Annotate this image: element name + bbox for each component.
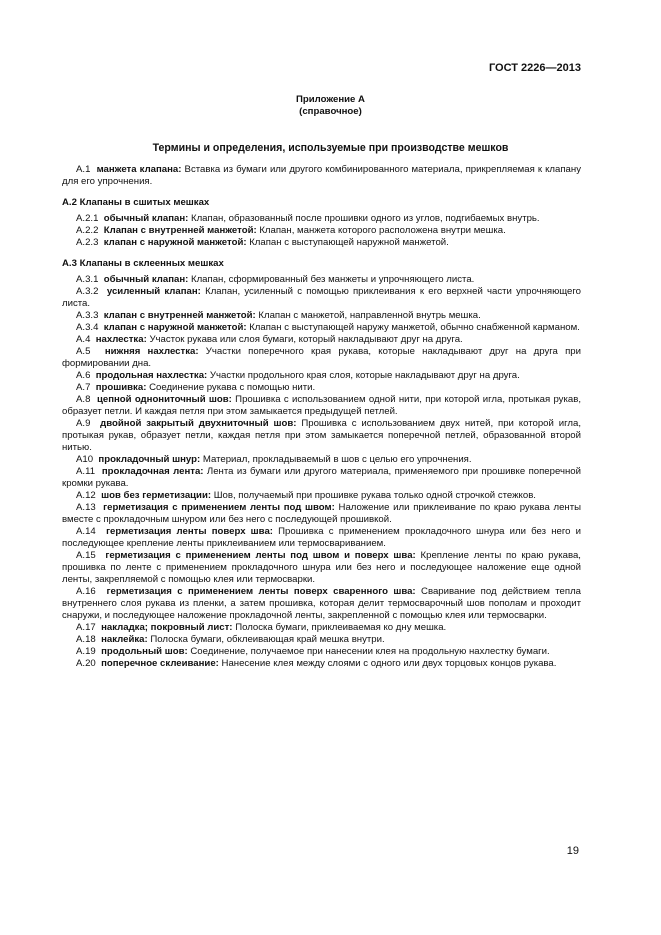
term-number: А.8 — [76, 394, 91, 405]
term-number: А.3.1 — [76, 274, 99, 285]
term-number: А.3.2 — [76, 286, 99, 297]
term-number: А.1 — [76, 164, 91, 175]
term-name: клапан с наружной манжетой: — [103, 322, 247, 333]
term-name: прокладочная лента: — [101, 466, 204, 477]
term-number: А.9 — [76, 418, 91, 429]
term-entry — [62, 526, 581, 550]
terms-list — [62, 164, 581, 670]
term-entry — [62, 237, 581, 249]
term-number: А.3.3 — [76, 310, 99, 321]
term-definition: Клапан, образованный после прошивки одного из углов, подгибаемых внутрь. — [191, 213, 540, 224]
term-entry — [62, 454, 581, 466]
term-name: усиленный клапан: — [106, 286, 201, 297]
term-definition: Прошивка с использованием двух нитей, при которой игла, протыкая рукав, образует петли, каждая петля при этом замыкается поперечной петлей, образованной второй нитью. — [62, 418, 581, 453]
term-definition: Клапан, манжета которого расположена внутри мешка. — [259, 225, 506, 236]
term-entry — [62, 225, 581, 237]
term-number: А.2.2 — [76, 225, 99, 236]
term-number: А.7 — [76, 382, 91, 393]
term-name: наклейка: — [101, 634, 148, 645]
term-definition: Клапан, сформированный без манжеты и упрочняющего листа. — [191, 274, 475, 285]
term-number: А10 — [76, 454, 94, 465]
term-number: А.12 — [76, 490, 96, 501]
term-definition: Участки поперечного края рукава, которые накладывают друг на друга при формировании дна. — [62, 346, 581, 369]
term-name: герметизация с применением ленты поверх сваренного шва: — [106, 586, 416, 597]
term-entry — [62, 286, 581, 310]
term-name: обычный клапан: — [103, 213, 189, 224]
term-entry — [62, 646, 581, 658]
page-number: 19 — [566, 845, 579, 857]
term-name: прошивка: — [95, 382, 147, 393]
term-entry — [62, 466, 581, 490]
term-name: обычный клапан: — [103, 274, 189, 285]
term-name: шов без герметизации: — [101, 490, 212, 501]
term-definition: Полоска бумаги, обклеивающая край мешка внутри. — [150, 634, 385, 645]
section-title: Термины и определения, используемые при производстве мешков — [152, 142, 509, 154]
term-name: Клапан с внутренней манжетой: — [103, 225, 257, 236]
term-entry — [62, 502, 581, 526]
term-name: клапан с наружной манжетой: — [103, 237, 247, 248]
term-entry — [62, 490, 581, 502]
term-name: продольный шов: — [101, 646, 188, 657]
term-definition: Соединение рукава с помощью нити. — [149, 382, 316, 393]
appendix-title: Приложение А — [296, 94, 365, 105]
term-definition: Соединение, получаемое при нанесении клея на продольную нахлестку бумаги. — [190, 646, 550, 657]
term-number: А.20 — [76, 658, 96, 669]
term-entry — [62, 334, 581, 346]
subsection-heading: А.2 Клапаны в сшитых мешках — [62, 197, 210, 208]
term-entry — [62, 418, 581, 454]
term-definition: Участки продольного края слоя, которые накладывают друг на друга. — [209, 370, 520, 381]
term-name: двойной закрытый двухниточный шов: — [100, 418, 297, 429]
term-number: А.4 — [76, 334, 91, 345]
term-number: А.18 — [76, 634, 96, 645]
term-number: А.13 — [76, 502, 96, 513]
term-entry — [62, 382, 581, 394]
term-number: А.5 — [76, 346, 91, 357]
term-name: цепной однониточный шов: — [96, 394, 232, 405]
term-entry — [62, 274, 581, 286]
term-name: манжета клапана: — [96, 164, 182, 175]
term-number: А.17 — [76, 622, 96, 633]
term-definition: Клапан с выступающей наружной манжетой. — [249, 237, 449, 248]
term-number: А.6 — [76, 370, 91, 381]
term-number: А.11 — [76, 466, 96, 477]
term-definition: Шов, получаемый при прошивке рукава только одной строчкой стежков. — [213, 490, 536, 501]
document-code: ГОСТ 2226—2013 — [488, 62, 581, 74]
term-number: А.14 — [76, 526, 96, 537]
term-entry — [62, 213, 581, 225]
appendix-subtitle: (справочное) — [299, 106, 362, 117]
term-number: А.2.1 — [76, 213, 99, 224]
term-definition: Крепление ленты по краю рукава, прошивка по ленте с применением прокладочного шнура или без него и последующее наложение еще одной ленты, закрепляемой с помощью клея или термосварки. — [62, 550, 581, 585]
term-entry — [62, 346, 581, 370]
term-definition: Сваривание под действием тепла внутреннего слоя рукава из пленки, а затем прошивка, которая делит термосварочный шов пополам и проходит снаружи, и последующее наложение прокладочной ленты, закрепленной с помощью клея или термосварки. — [62, 586, 582, 621]
term-name: герметизация ленты поверх шва: — [106, 526, 273, 537]
term-name: герметизация с применением ленты под швом и поверх шва: — [105, 550, 416, 561]
term-definition: Клапан с манжетой, направленной внутрь мешка. — [258, 310, 481, 321]
term-definition: Клапан с выступающей наружу манжетой, обычно снабженной карманом. — [249, 322, 580, 333]
term-name: нахлестка: — [95, 334, 147, 345]
term-entry — [62, 586, 581, 622]
term-entry — [62, 310, 581, 322]
term-number: А.15 — [76, 550, 96, 561]
term-definition: Участок рукава или слоя бумаги, который накладывают друг на друга. — [149, 334, 463, 345]
term-number: А.19 — [76, 646, 96, 657]
term-name: нижняя нахлестка: — [104, 346, 199, 357]
term-definition: Лента из бумаги или другого материала, применяемого при прошивке поперечной кромки рукава. — [62, 466, 581, 489]
term-entry — [62, 164, 581, 188]
subsection-heading: А.3 Клапаны в склеенных мешках — [62, 258, 224, 269]
term-name: герметизация с применением ленты под швом: — [103, 502, 335, 513]
term-number: А.16 — [76, 586, 96, 597]
term-name: накладка; покровный лист: — [101, 622, 233, 633]
term-name: продольная нахлестка: — [95, 370, 208, 381]
term-entry — [62, 622, 581, 634]
term-number: А.3.4 — [76, 322, 99, 333]
term-definition: Вставка из бумаги или другого комбинированного материала, прикрепляемая к клапану для его упрочнения. — [62, 164, 581, 187]
term-name: поперечное склеивание: — [101, 658, 219, 669]
term-entry — [62, 550, 581, 586]
term-name: прокладочный шнур: — [98, 454, 201, 465]
term-number: А.2.3 — [76, 237, 99, 248]
term-definition: Наложение или приклеивание по краю рукава ленты вместе с прокладочным шнуром или без него с последующей прошивкой. — [62, 502, 581, 525]
term-definition: Полоска бумаги, приклеиваемая ко дну мешка. — [235, 622, 447, 633]
term-entry — [62, 370, 581, 382]
term-definition: Прошивка с применением прокладочного шнура или без него и последующее крепление ленты приклеиванием или термосвариванием. — [62, 526, 581, 549]
term-entry — [62, 658, 581, 670]
term-name: клапан с внутренней манжетой: — [103, 310, 256, 321]
term-entry — [62, 322, 581, 334]
term-definition: Клапан, усиленный с помощью приклеивания к его верхней части упрочняющего листа. — [62, 286, 582, 309]
term-definition: Прошивка с использованием одной нити, при которой игла, протыкая рукав, образует петли. И каждая петля при этом замыкается предыдущей петлей. — [62, 394, 581, 417]
term-definition: Нанесение клея между слоями с одного или двух торцовых концов рукава. — [221, 658, 557, 669]
term-entry — [62, 634, 581, 646]
term-definition: Материал, прокладываемый в шов с целью его упрочнения. — [202, 454, 472, 465]
term-entry — [62, 394, 581, 418]
